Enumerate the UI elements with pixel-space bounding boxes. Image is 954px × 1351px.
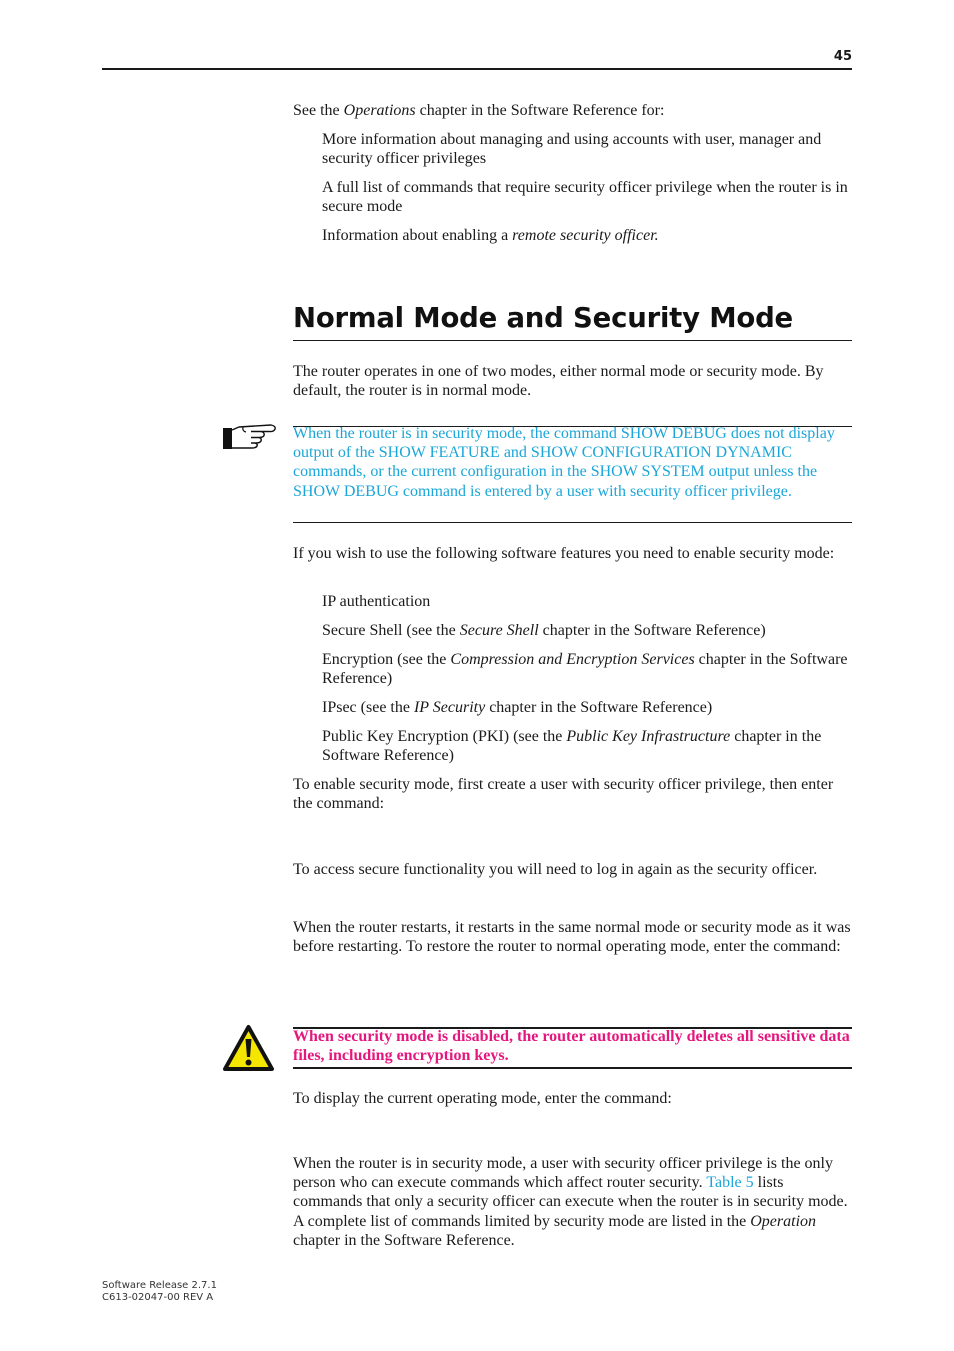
list-item: More information about managing and using accounts with user, manager and security officer privileges — [322, 131, 822, 168]
enable-paragraph: To enable security mode, first create a user with security officer privilege, then enter the command: — [293, 776, 834, 813]
operations-ref: Operations — [343, 102, 416, 119]
section-intro-paragraph: The router operates in one of two modes, either normal mode or security mode. By default, the router is in normal mode. — [293, 363, 824, 400]
heading-rule — [293, 340, 852, 341]
list-item: IPsec (see the IP Security chapter in the Software Reference) — [322, 699, 713, 716]
warning-text: When security mode is disabled, the router automatically deletes all sensitive data files, including encryption keys. — [293, 1028, 850, 1065]
page-number: 45 — [833, 49, 852, 64]
restart-paragraph: When the router restarts, it restarts in the same normal mode or security mode as it was before restarting. To restore the router to normal operating mode, enter the command: — [293, 919, 851, 956]
note-bottom-rule — [293, 522, 852, 523]
table-5-link[interactable]: Table 5 — [706, 1174, 754, 1192]
access-paragraph: To access secure functionality you will need to log in again as the security officer. — [293, 861, 818, 878]
features-intro-paragraph: If you wish to use the following software features you need to enable security mode: — [293, 545, 835, 562]
list-item: A full list of commands that require security officer privilege when the router is in secure mode — [322, 179, 848, 216]
header-rule — [102, 68, 852, 70]
section-heading: Normal Mode and Security Mode — [293, 302, 794, 334]
warning-bottom-rule — [293, 1067, 852, 1069]
pointing-hand-icon — [221, 421, 279, 451]
see-operations-paragraph: See the Operations chapter in the Software Reference for: — [293, 102, 665, 119]
footer-docid: C613-02047-00 REV A — [102, 1292, 214, 1303]
footer-release: Software Release 2.7.1 — [102, 1280, 217, 1291]
list-item: IP authentication — [322, 593, 431, 610]
list-item: Public Key Encryption (PKI) (see the Public Key Infrastructure chapter in the Software Reference) — [322, 728, 822, 765]
list-item: Encryption (see the Compression and Encryption Services chapter in the Software Reference) — [322, 651, 848, 688]
final-paragraph: When the router is in security mode, a user with security officer privilege is the only person who can execute commands which affect router security. Table 5 lists commands that only a security officer can execute when the router is in security mode. A complete list of commands limited by security mode are listed in the Operation chapter in the Software Reference. — [293, 1155, 848, 1249]
note-text: When the router is in security mode, the command SHOW DEBUG does not display output of the SHOW FEATURE and SHOW CONFIGURATION DYNAMIC commands, or the current configuration in the SHOW SYSTEM output unless the SHOW DEBUG command is entered by a user with security officer privilege. — [293, 425, 835, 500]
list-item: Information about enabling a remote security officer. — [322, 227, 659, 244]
warning-triangle-icon — [222, 1024, 275, 1072]
display-paragraph: To display the current operating mode, enter the command: — [293, 1090, 672, 1107]
list-item: Secure Shell (see the Secure Shell chapter in the Software Reference) — [322, 622, 766, 639]
